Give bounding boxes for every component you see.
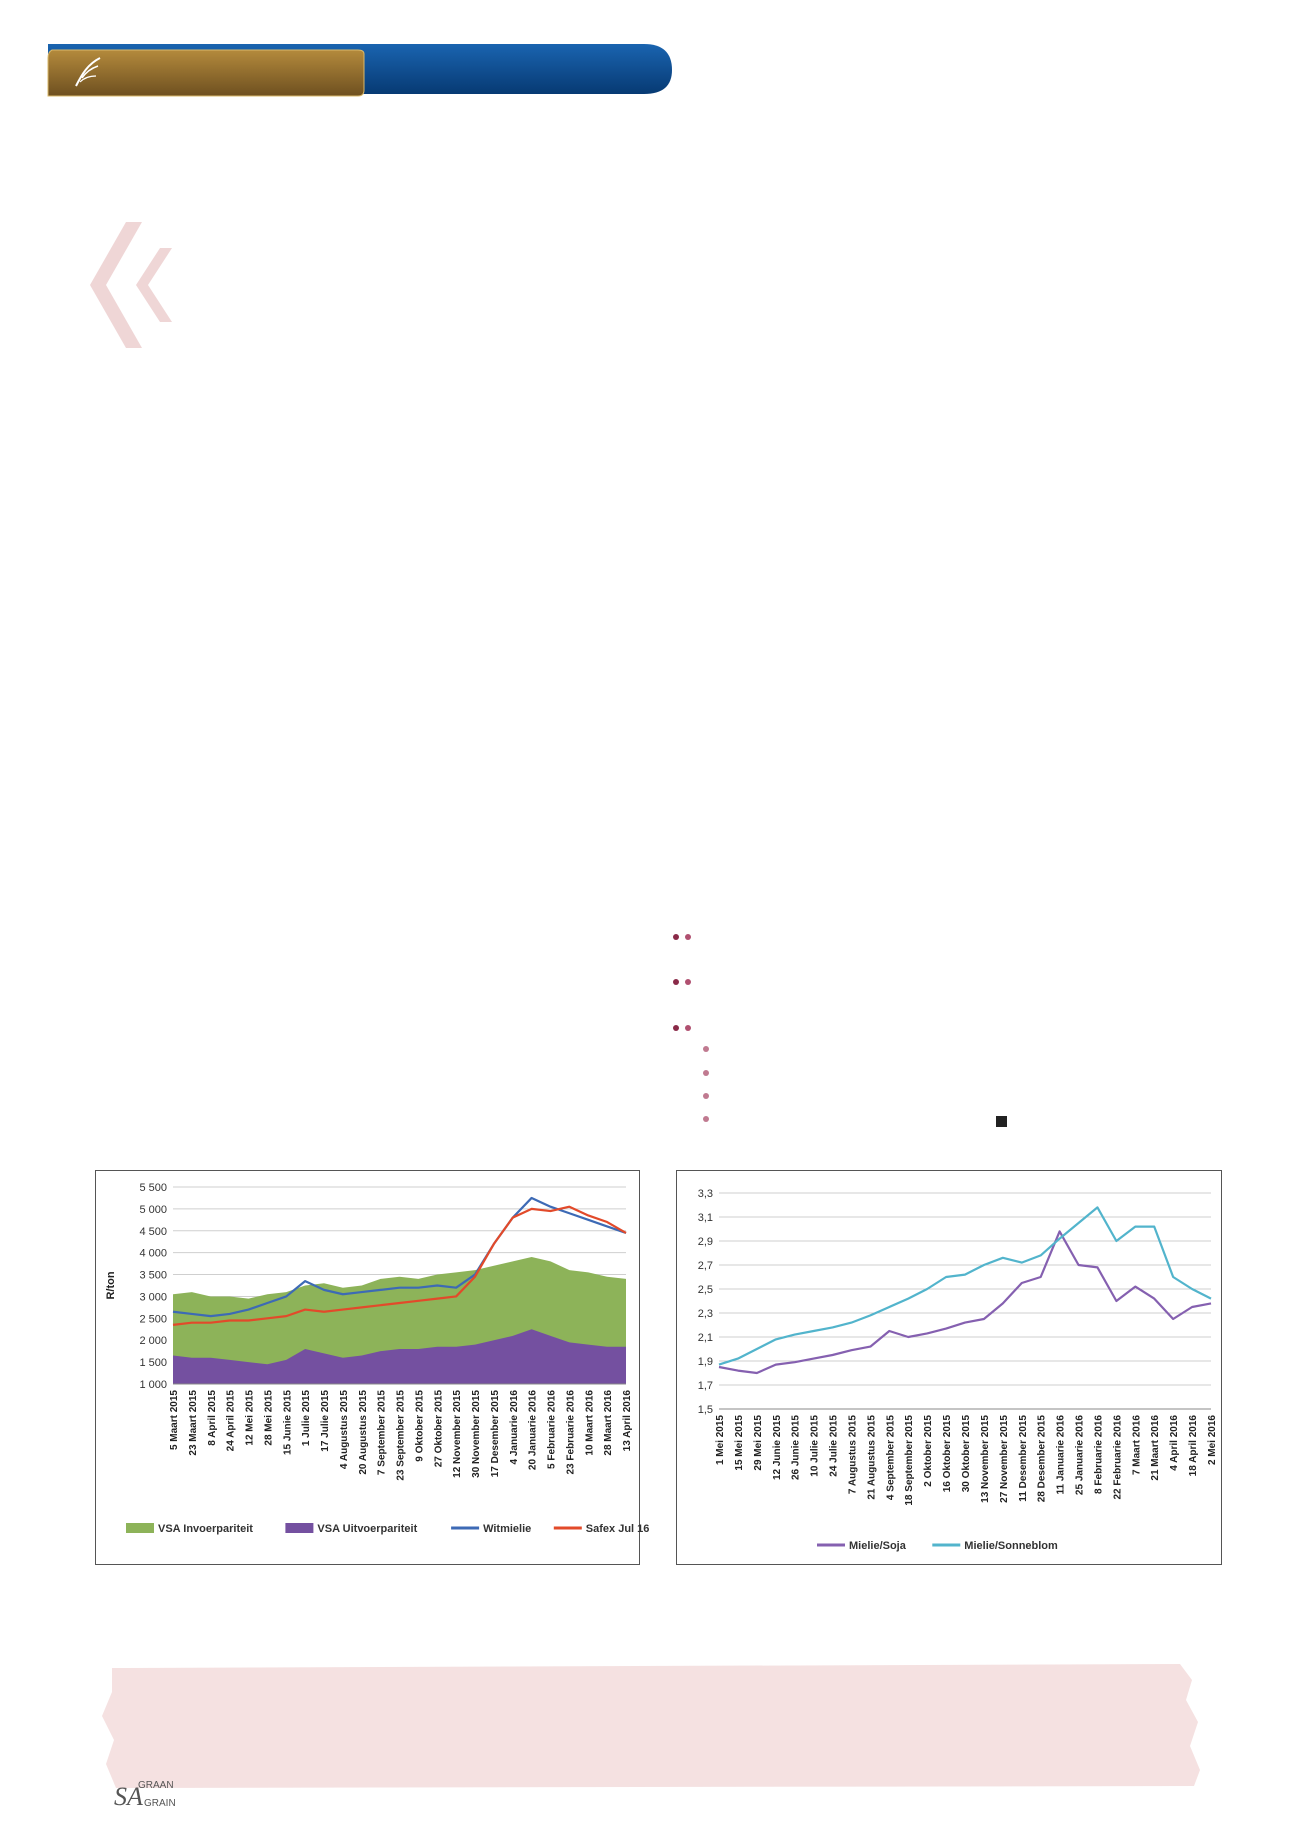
x-tick-label: 7 Maart 2016: [1131, 1415, 1143, 1476]
brand-graan: GRAAN: [138, 1780, 174, 1791]
x-tick-label: 9 Oktober 2015: [414, 1390, 426, 1462]
legend-swatch: [285, 1523, 313, 1533]
x-tick-label: 15 Mei 2015: [733, 1415, 745, 1471]
y-tick-label: 3,3: [697, 1188, 713, 1200]
sub-bullet-dot: [703, 1070, 709, 1076]
legend-item: [451, 1523, 531, 1535]
y-tick-label: 4 000: [139, 1247, 167, 1260]
x-tick-label: 7 September 2015: [376, 1390, 388, 1476]
y-tick-label: 2,1: [697, 1332, 713, 1344]
x-tick-label: 10 Maart 2016: [584, 1390, 596, 1456]
y-tick-label: 1 000: [139, 1379, 167, 1391]
x-tick-label: 1 Mei 2015: [715, 1415, 726, 1466]
x-tick-label: 30 November 2015: [471, 1390, 482, 1478]
x-tick-label: 2 Oktober 2015: [923, 1415, 935, 1487]
legend-label: Mielie/Sonneblom: [964, 1540, 1058, 1552]
sub-bullet-dot: [703, 1093, 709, 1099]
legend-label: Mielie/Soja: [849, 1540, 906, 1552]
x-tick-label: 28 Maart 2016: [603, 1390, 615, 1456]
x-tick-label: 13 April 2016: [622, 1390, 633, 1452]
x-tick-label: 1 Julie 2015: [301, 1390, 313, 1447]
x-tick-label: 2 Mei 2016: [1207, 1415, 1218, 1466]
legend-swatch: [126, 1523, 154, 1533]
bullet-dot: [673, 979, 679, 985]
y-axis-label: R/ton: [105, 1271, 117, 1300]
x-tick-label: 20 Augustus 2015: [357, 1390, 369, 1475]
brand-sa: SA: [114, 1782, 143, 1811]
x-tick-label: 5 Maart 2015: [169, 1390, 180, 1451]
series-line: [719, 1231, 1211, 1373]
y-tick-label: 2,3: [697, 1308, 713, 1320]
y-tick-label: 2,7: [697, 1260, 713, 1272]
x-tick-label: 23 Maart 2015: [187, 1390, 199, 1456]
legend-label: VSA Invoerpariteit: [158, 1523, 253, 1535]
x-tick-label: 12 Junie 2015: [771, 1415, 783, 1481]
x-tick-label: 8 Februarie 2016: [1093, 1415, 1105, 1494]
legend-label: Safex Jul 16: [585, 1523, 650, 1535]
x-tick-label: 27 November 2015: [998, 1415, 1010, 1503]
y-tick-label: 1,7: [697, 1380, 713, 1392]
x-tick-label: 22 Februarie 2016: [1112, 1415, 1124, 1500]
header-banner: [48, 40, 672, 96]
x-tick-label: 15 Junie 2015: [282, 1390, 294, 1456]
x-tick-label: 23 Februarie 2016: [565, 1390, 577, 1475]
x-tick-label: 29 Mei 2015: [752, 1415, 764, 1471]
chart-maize-parity: [95, 1170, 650, 1565]
chart-price-ratios: [676, 1170, 1222, 1565]
y-tick-label: 2 500: [139, 1313, 167, 1326]
x-tick-label: 4 September 2015: [885, 1415, 897, 1501]
x-tick-label: 7 Augustus 2015: [847, 1415, 859, 1495]
chart1-svg: [96, 1171, 650, 1564]
y-tick-label: 1,5: [697, 1404, 713, 1416]
x-tick-label: 26 Junie 2015: [790, 1415, 802, 1481]
x-tick-label: 23 September 2015: [395, 1390, 407, 1481]
x-tick-label: 4 Januarie 2016: [508, 1390, 520, 1465]
x-tick-label: 28 Desember 2015: [1036, 1415, 1048, 1503]
x-tick-label: 24 Julie 2015: [828, 1415, 840, 1477]
y-tick-label: 2,5: [697, 1284, 713, 1296]
x-tick-label: 20 Januarie 2016: [527, 1390, 539, 1471]
legend-item: [932, 1540, 1058, 1552]
y-tick-label: 3,1: [697, 1212, 713, 1224]
x-tick-label: 25 Januarie 2016: [1074, 1415, 1086, 1496]
y-tick-label: 3 500: [139, 1269, 167, 1282]
bullet-dot: [673, 1025, 679, 1031]
x-tick-label: 21 Augustus 2015: [866, 1415, 878, 1500]
x-tick-label: 12 Mei 2015: [244, 1390, 256, 1446]
x-tick-label: 27 Oktober 2015: [433, 1390, 445, 1468]
legend-label: VSA Uitvoerpariteit: [317, 1523, 418, 1535]
x-tick-label: 17 Julie 2015: [320, 1390, 331, 1452]
series-line: [719, 1207, 1211, 1364]
x-tick-label: 11 Desember 2015: [1017, 1415, 1029, 1502]
footer-brand: [114, 1780, 194, 1820]
grain-logo-icon: [68, 52, 108, 92]
x-tick-label: 8 April 2015: [206, 1390, 218, 1446]
x-tick-label: 30 Oktober 2015: [961, 1415, 972, 1493]
quote-mark-icon: [90, 220, 180, 350]
y-tick-label: 3 000: [139, 1291, 167, 1304]
x-tick-label: 17 Desember 2015: [489, 1390, 501, 1478]
x-tick-label: 24 April 2015: [225, 1390, 237, 1452]
brand-grain: GRAIN: [144, 1798, 176, 1809]
y-tick-label: 1,9: [697, 1356, 713, 1368]
x-tick-label: 18 September 2015: [904, 1415, 916, 1506]
x-tick-label: 10 Julie 2015: [809, 1415, 821, 1477]
x-tick-label: 11 Januarie 2016: [1055, 1415, 1067, 1495]
x-tick-label: 28 Mei 2015: [263, 1390, 275, 1446]
y-tick-label: 4 500: [139, 1225, 167, 1238]
y-tick-label: 2,9: [697, 1236, 713, 1248]
x-tick-label: 18 April 2016: [1188, 1415, 1200, 1477]
x-tick-label: 12 November 2015: [452, 1390, 464, 1478]
y-tick-label: 1 500: [139, 1357, 167, 1370]
footer-band: [100, 1660, 1220, 1790]
sub-bullet-dot: [703, 1046, 709, 1052]
bullet-list: [670, 925, 1010, 1125]
x-tick-label: 13 November 2015: [979, 1415, 991, 1503]
y-tick-label: 5 500: [139, 1182, 167, 1194]
bullet-dot: [673, 934, 679, 940]
end-of-article-icon: [996, 1116, 1007, 1127]
legend-item: [285, 1523, 417, 1535]
x-tick-label: 4 Augustus 2015: [338, 1390, 350, 1470]
sub-bullet-dot: [703, 1116, 709, 1122]
x-tick-label: 4 April 2016: [1169, 1415, 1181, 1471]
legend-item: [554, 1523, 650, 1535]
x-tick-label: 5 Februarie 2016: [546, 1390, 558, 1469]
y-tick-label: 2 000: [139, 1335, 167, 1348]
x-tick-label: 21 Maart 2016: [1150, 1415, 1162, 1481]
legend-item: [126, 1523, 253, 1535]
chart2-svg: [677, 1171, 1221, 1564]
legend-label: Witmielie: [483, 1523, 532, 1535]
y-tick-label: 5 000: [139, 1203, 167, 1216]
legend-item: [817, 1540, 907, 1552]
x-tick-label: 16 Oktober 2015: [942, 1415, 954, 1493]
